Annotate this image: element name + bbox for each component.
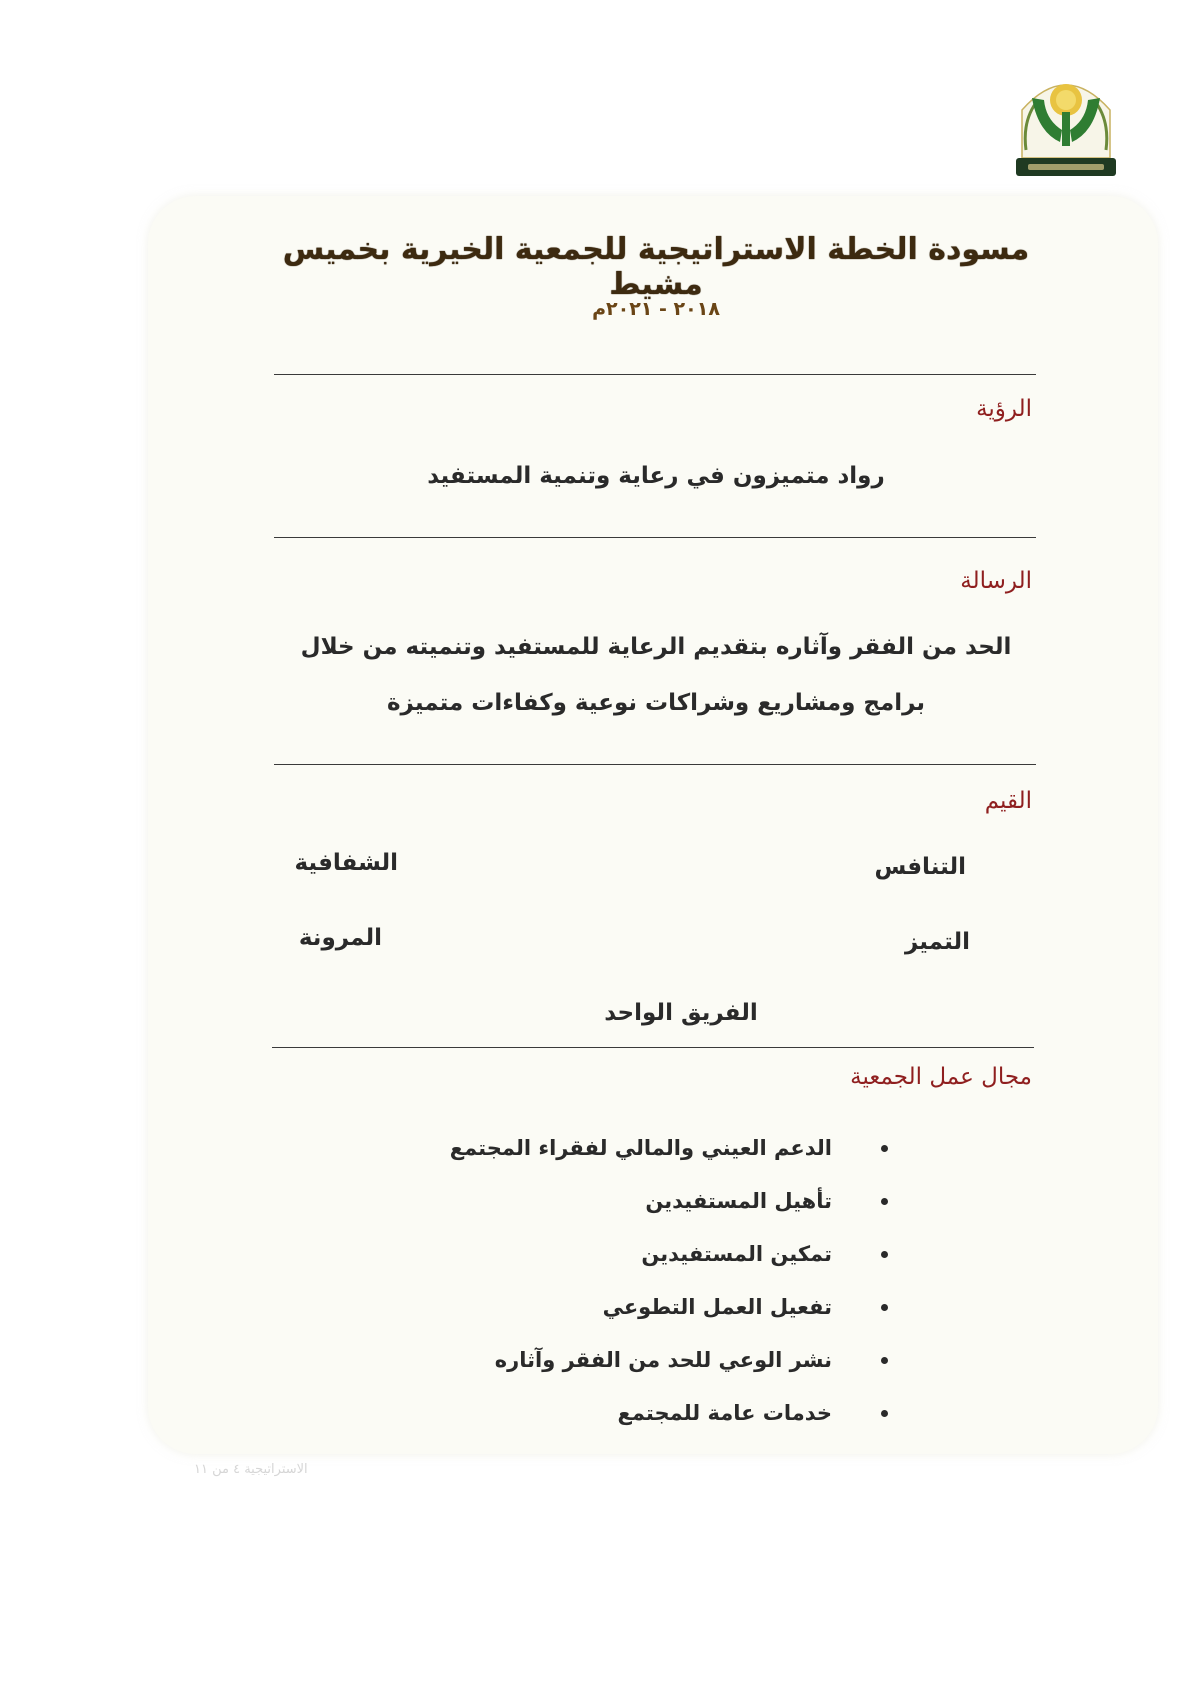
mission-text-line-1: الحد من الفقر وآثاره بتقديم الرعاية للمستفيد وتنميته من خلال <box>300 634 1012 660</box>
plan-years: ٢٠١٨ - ٢٠٢١م <box>592 298 720 320</box>
bullet-icon <box>881 1410 888 1417</box>
list-item <box>328 1181 888 1234</box>
list-item-label: الدعم العيني والمالي لفقراء المجتمع <box>449 1136 832 1160</box>
mission-text-line-2: برامج ومشاريع وشراكات نوعية وكفاءات متميزة <box>386 690 926 716</box>
bullet-icon <box>881 1357 888 1364</box>
bullet-icon <box>881 1304 888 1311</box>
list-item <box>328 1234 888 1287</box>
scope-list <box>328 1128 888 1446</box>
value-transparency: الشفافية <box>294 850 398 876</box>
list-item-label: نشر الوعي للحد من الفقر وآثاره <box>494 1348 832 1372</box>
list-item-label: تأهيل المستفيدين <box>645 1189 832 1213</box>
list-item <box>328 1128 888 1181</box>
value-one-team: الفريق الواحد <box>604 1000 758 1026</box>
section-divider <box>274 537 1036 538</box>
section-divider <box>274 374 1036 375</box>
mission-heading: الرسالة <box>960 568 1032 594</box>
bullet-icon <box>881 1198 888 1205</box>
list-item-label: تمكين المستفيدين <box>641 1242 832 1266</box>
value-flexibility: المرونة <box>298 925 382 951</box>
values-heading: القيم <box>984 788 1032 814</box>
list-item-label: تفعيل العمل التطوعي <box>602 1295 832 1319</box>
list-item <box>328 1393 888 1446</box>
vision-text: رواد متميزون في رعاية وتنمية المستفيد <box>427 463 885 489</box>
section-divider <box>274 764 1036 765</box>
organization-logo-icon <box>1008 60 1124 178</box>
list-item <box>328 1340 888 1393</box>
bullet-icon <box>881 1251 888 1258</box>
scope-heading: مجال عمل الجمعية <box>850 1064 1032 1090</box>
page-footer: الاستراتيجية ٤ من ١١ <box>194 1462 308 1477</box>
document-title: مسودة الخطة الاستراتيجية للجمعية الخيرية بخميس مشيط <box>282 232 1030 302</box>
list-item-label: خدمات عامة للمجتمع <box>617 1401 832 1425</box>
bullet-icon <box>881 1145 888 1152</box>
value-competition: التنافس <box>874 854 966 880</box>
value-excellence: التميز <box>904 929 970 955</box>
vision-heading: الرؤية <box>976 396 1032 422</box>
section-divider <box>272 1047 1034 1048</box>
list-item <box>328 1287 888 1340</box>
document-page <box>96 0 1200 1561</box>
